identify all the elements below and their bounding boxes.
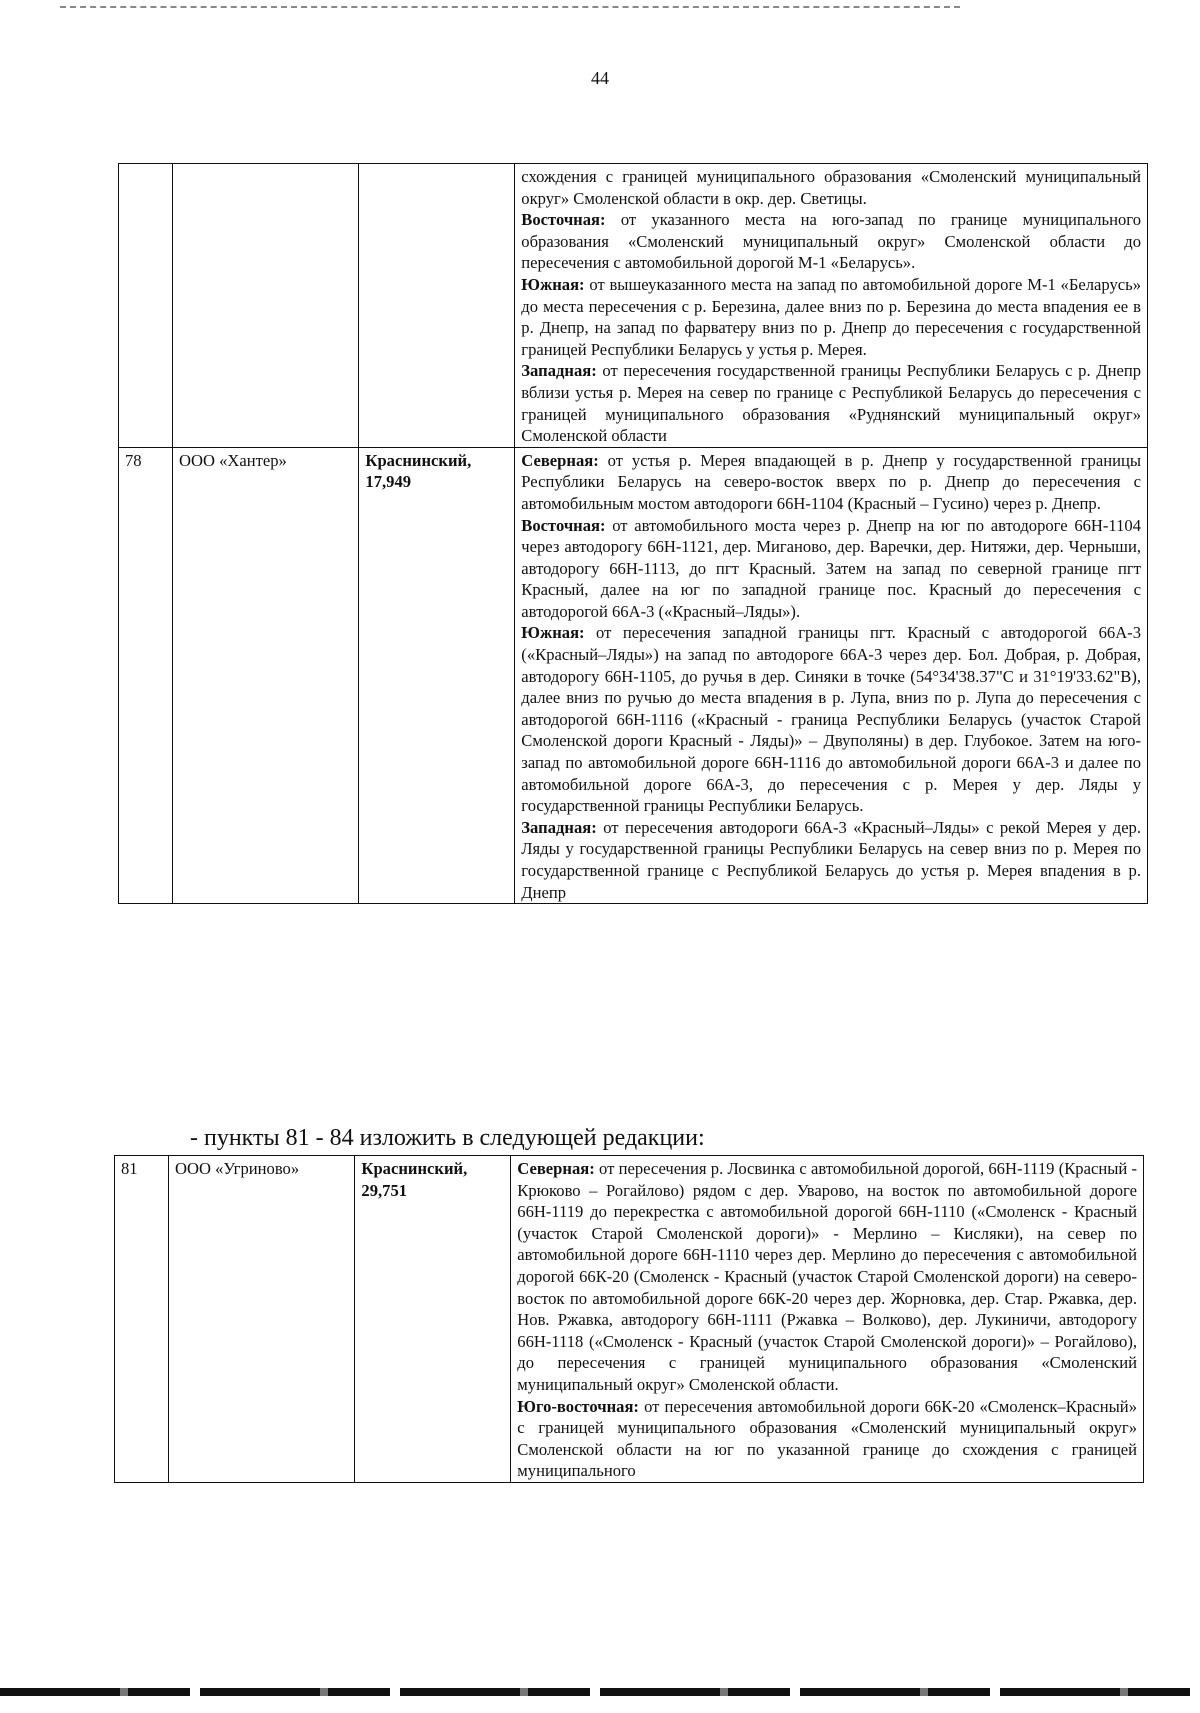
row-description	[515, 164, 1148, 448]
boundary-text: от вышеуказанного места на запад по автомобильной дороге М-1 «Беларусь» до места пересечения с р. Березина, далее вниз по р. Березина до места впадения ее в р. Днепр, на запад по фарватеру вниз по р. Днепр до пересечения с государственной границей Республики Беларусь у устья р. Мерея.	[521, 274, 1141, 359]
boundary-text: от пересечения автомобильной дороги 66К-20 «Смоленск–Красный» с границей муниципального образования «Смоленский муниципальный округ» Смоленской области на юг по указанной границе до схождения с границей муниципального	[517, 1396, 1137, 1481]
boundary-heading: Южная:	[521, 623, 585, 643]
page-number: 44	[591, 68, 609, 88]
boundary-text: от пересечения западной границы пгт. Красный с автодорогой 66А-3 («Красный–Ляды») на запад по автодороге 66А-3 через дер. Бол. Добрая, р. Добрая, автодорогу 66Н-1105, до ручья в дер. Синяки в точке (54°34'38.37"С и 31°19'33.62"В), далее вниз по ручью до места впадения в р. Лупа, вниз по р. Лупа до пересечения с автодорогой 66Н-1116 («Красный - граница Республики Беларусь (участок Старой Смоленской дороги Красный - Ляды)» – Двуполяны) в дер. Глубокое. Затем на юго-запад по автомобильной дороге 66Н-1116 до автомобильной дороги 66А-3 и далее по автомобильной дороге 66А-3, до пересечения с р. Мерея у дер. Ляды у государственной границы Республики Беларусь.	[521, 623, 1141, 816]
row-description	[511, 1156, 1144, 1483]
boundary-text: от пересечения государственной границы Республики Беларусь с р. Днепр вблизи устья р. Мерея на север по границе с Республикой Беларусь до пересечения с границей муниципального образования «Руднянский муниципальный округ» Смоленской области	[521, 361, 1141, 446]
boundary-text: схождения с границей муниципального образования «Смоленский муниципальный округ» Смоленской области в окр. дер. Светицы.	[521, 167, 1141, 208]
row-district: Краснинский, 17,949	[359, 447, 515, 903]
row-number: 81	[115, 1156, 169, 1483]
boundary-paragraph	[521, 450, 1141, 515]
table-row	[119, 164, 1148, 448]
boundary-text: от устья р. Мерея впадающей в р. Днепр у государственной границы Республики Беларусь на северо-восток вверх по р. Днепр до пересечения с автомобильным мостом автодороги 66Н-1104 (Красный – Гусино) через р. Днепр.	[521, 450, 1141, 513]
row-district	[359, 164, 515, 448]
boundary-text: от указанного места на юго-запад по границе муниципального образования «Смоленский муниципальный округ» Смоленской области до пересечения с автомобильной дорогой М-1 «Беларусь».	[521, 210, 1141, 273]
row-district: Краснинский, 29,751	[355, 1156, 511, 1483]
table-row	[119, 447, 1148, 903]
boundary-heading: Западная:	[521, 361, 597, 381]
boundary-paragraph	[521, 360, 1141, 446]
boundary-paragraph	[517, 1396, 1137, 1482]
boundary-heading: Восточная:	[521, 210, 606, 230]
table-row	[115, 1156, 1144, 1483]
scan-edge-top	[60, 6, 960, 8]
boundary-paragraph	[521, 622, 1141, 816]
boundary-paragraph	[521, 209, 1141, 274]
scan-edge-bottom	[0, 1688, 1200, 1696]
boundary-text: от пересечения автодороги 66А-3 «Красный–Ляды» с рекой Мерея у дер. Ляды у государственной границы Республики Беларусь на север вниз по р. Мерея по государственной границе с Республикой Беларусь до устья р. Мерея впадения в р. Днепр	[521, 817, 1141, 902]
row-number: 78	[119, 447, 173, 903]
row-number	[119, 164, 173, 448]
row-organization	[172, 164, 358, 448]
row-description	[515, 447, 1148, 903]
boundary-paragraph	[521, 817, 1141, 903]
boundary-heading: Северная:	[517, 1159, 595, 1178]
boundary-paragraph	[521, 274, 1141, 360]
boundary-text: от пересечения р. Лосвинка с автомобильной дорогой, 66Н-1119 (Красный - Крюково – Рогайлово) рядом с дер. Уварово, на восток по автомобильной дороге 66Н-1119 до перекрестка с автомобильной дорогой 66Н-1110 («Смоленск - Красный (участок Старой Смоленской дороги)» - Мерлино – Кисляки), на север по автомобильной дороге 66Н-1110 через дер. Мерлино до пересечения с автомобильной дорогой 66К-20 (Смоленск - Красный (участок Старой Смоленской дороги) на северо-восток по автомобильной дороге 66К-20 через дер. Жорновка, дер. Стар. Ржавка, дер. Нов. Ржавка, автодорогу 66Н-1111 (Ржавка – Волково), дер. Лукиничи, автодорогу 66Н-1118 («Смоленск - Красный (участок Старой Смоленской дороги)» – Рогайлово), до пересечения с границей муниципального образования «Смоленский муниципальный округ» Смоленской области.	[517, 1159, 1137, 1394]
boundary-table-continued	[118, 163, 1148, 904]
amendment-instruction: - пункты 81 - 84 изложить в следующей редакции:	[190, 1125, 705, 1151]
boundary-heading: Западная:	[521, 817, 597, 837]
boundary-paragraph	[521, 515, 1141, 623]
row-organization: ООО «Угриново»	[168, 1156, 354, 1483]
boundary-heading: Южная:	[521, 274, 585, 294]
boundary-paragraph	[517, 1158, 1137, 1396]
row-organization: ООО «Хантер»	[172, 447, 358, 903]
boundary-paragraph	[521, 166, 1141, 209]
boundary-text: от автомобильного моста через р. Днепр на юг по автодороге 66Н-1104 через автодорогу 66Н-1121, дер. Миганово, дер. Варечки, дер. Нитяжи, дер. Черныши, автодорогу 66Н-1113, до пгт Красный. Затем на запад по северной границе пгт Красный, далее на юг по западной границе пос. Красный до пересечения с автодорогой 66А-3 («Красный–Ляды»).	[521, 515, 1141, 621]
boundary-heading: Юго-восточная:	[517, 1396, 639, 1416]
boundary-table-new	[114, 1155, 1144, 1483]
boundary-heading: Восточная:	[521, 515, 606, 535]
boundary-heading: Северная:	[521, 450, 599, 470]
